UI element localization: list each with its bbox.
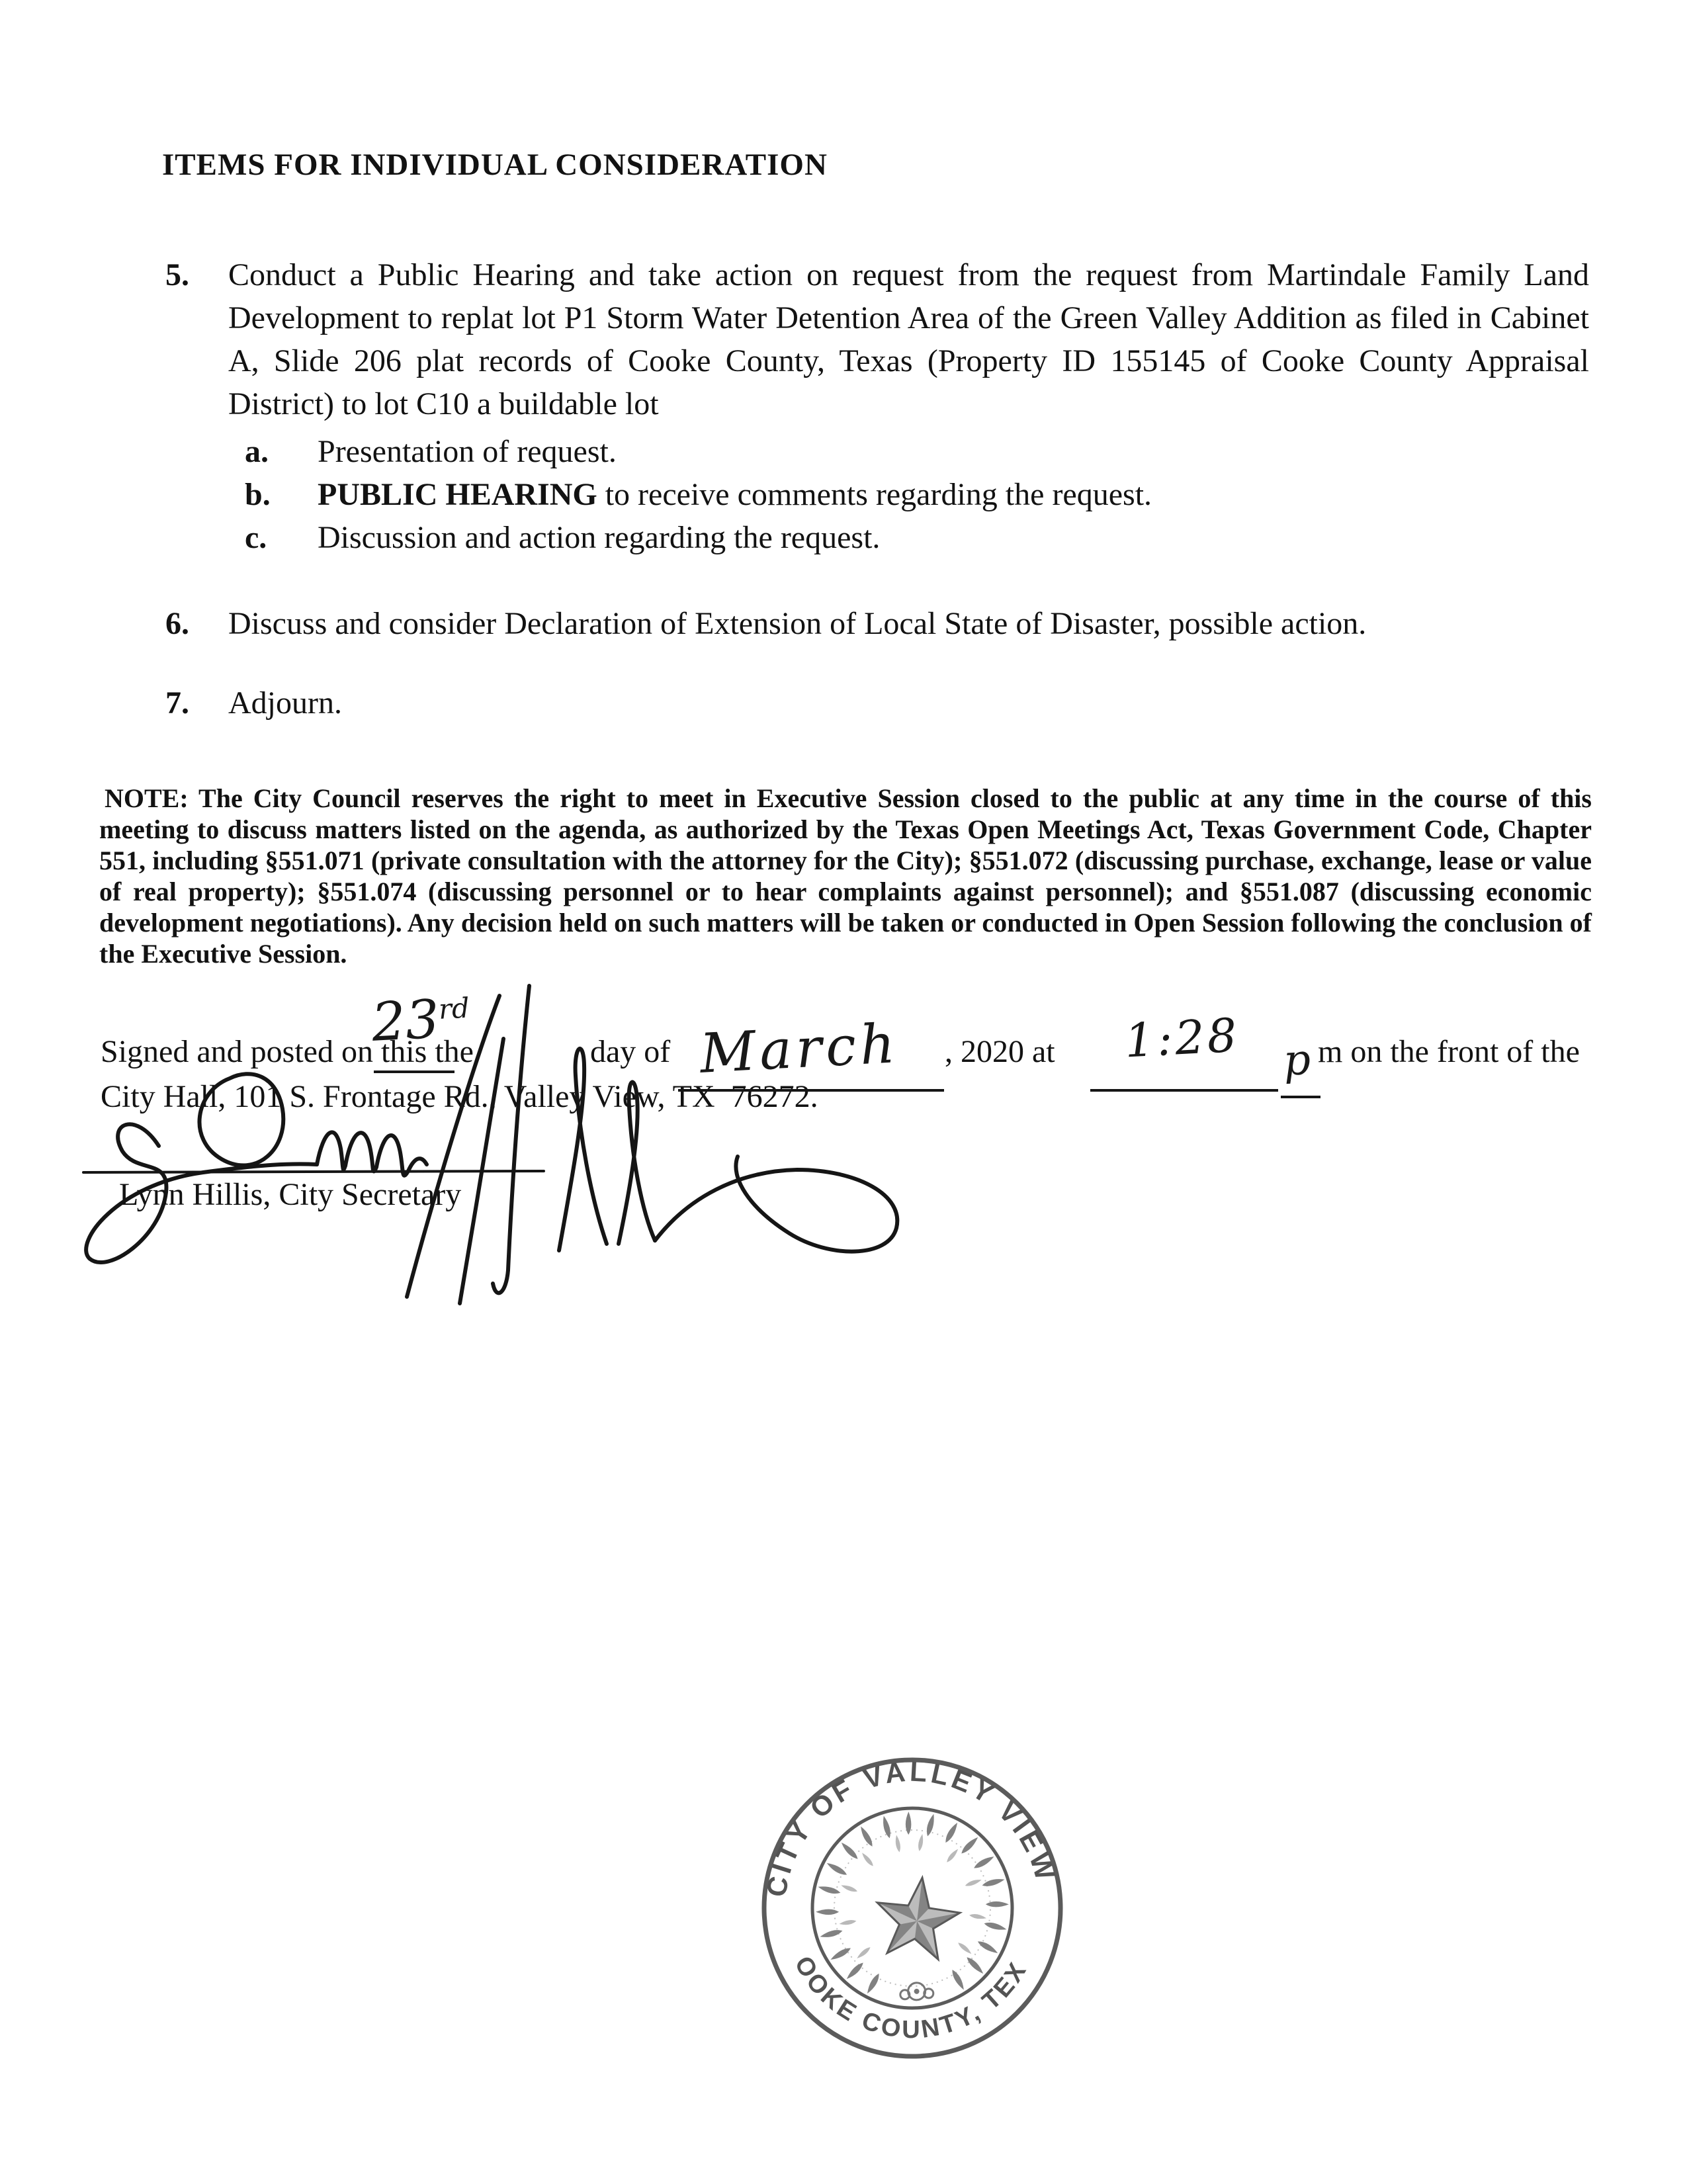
- signed-day-of: day of: [590, 1034, 671, 1069]
- signature-image: [36, 959, 976, 1310]
- seal-rosette: [900, 1982, 933, 2001]
- subitem-letter: c.: [245, 520, 267, 555]
- item-number: 7.: [165, 685, 189, 721]
- signed-suffix: m on the front of the: [1318, 1034, 1580, 1069]
- agenda-item-5: [165, 253, 1589, 425]
- handwritten-meridiem: p: [1282, 1035, 1312, 1086]
- handwritten-month: March: [698, 1012, 901, 1086]
- address-line: City Hall, 101 S. Frontage Rd., Valley View, TX 76272.: [101, 1079, 818, 1114]
- item-number: 5.: [165, 257, 189, 292]
- subitem-b: [245, 473, 1455, 516]
- subitem-a: [245, 430, 1455, 473]
- subitem-rest-text: Presentation of request.: [318, 434, 617, 469]
- item-text: Adjourn.: [228, 685, 342, 721]
- agenda-item-5-subitems: [245, 430, 1455, 559]
- signature-underline: [83, 1171, 544, 1172]
- seal-bottom-text: COOKE COUNTY, TEXAS: [739, 1740, 1033, 2044]
- star-icon: [871, 1872, 963, 1961]
- item-number: 6.: [165, 606, 189, 641]
- subitem-c: [245, 516, 1455, 559]
- handwritten-day-number: 23: [370, 988, 441, 1053]
- handwritten-day-suffix: rd: [437, 991, 470, 1026]
- city-seal: [739, 1740, 1066, 2062]
- subitem-letter: a.: [245, 434, 269, 469]
- seal-top-text: CITY OF VALLEY VIEW: [760, 1755, 1062, 1900]
- item-text: Discuss and consider Declaration of Extension of Local State of Disaster, possible action.: [228, 606, 1367, 641]
- item-text: Conduct a Public Hearing and take action on request from the request from Martindale Family Land Development to replat lot P1 Storm Water Detention Area of the Green Valley Addition as filed in Cabinet A, Slide 206 plat records of Cooke County, Texas (Property ID 155145 of Cooke County Appraisal District) to lot C10 a buildable lot: [228, 257, 1589, 421]
- page-title: ITEMS FOR INDIVIDUAL CONSIDERATION: [162, 148, 828, 182]
- note-paragraph: NOTE: The City Council reserves the right to meet in Executive Session closed to the public at any time in the course of this meeting to discuss matters listed on the agenda, as authorized by the Texas Open Meetings Act, Texas Government Code, Chapter 551, including §551.071 (private consultation with the attorney for the City); §551.072 (discussing purchase, exchange, lease or value of real property); §551.074 (discussing personnel or to hear complaints against personnel); and §551.087 (discussing economic development negotiations). Any decision held on such matters will be taken or conducted in Open Session following the conclusion of the Executive Session.: [99, 783, 1592, 969]
- subitem-rest-text: Discussion and action regarding the request.: [318, 520, 881, 555]
- agenda-item-7: [165, 681, 1589, 724]
- subitem-bold-text: PUBLIC HEARING: [318, 477, 597, 512]
- handwritten-time: 1:28: [1123, 1008, 1241, 1069]
- subitem-letter: b.: [245, 477, 271, 512]
- blank-line-time: [1090, 1061, 1278, 1092]
- subitem-rest-text: to receive comments regarding the request.: [597, 477, 1152, 512]
- subitem-text: [318, 430, 1455, 473]
- signed-statement-prefix: Signed and posted on this the: [101, 1034, 474, 1069]
- signatory-name: Lynn Hillis, City Secretary: [119, 1177, 462, 1212]
- agenda-item-6: [165, 602, 1589, 645]
- signed-year-at: , 2020 at: [945, 1034, 1055, 1069]
- subitem-text: [318, 473, 1455, 516]
- subitem-text: [318, 516, 1455, 559]
